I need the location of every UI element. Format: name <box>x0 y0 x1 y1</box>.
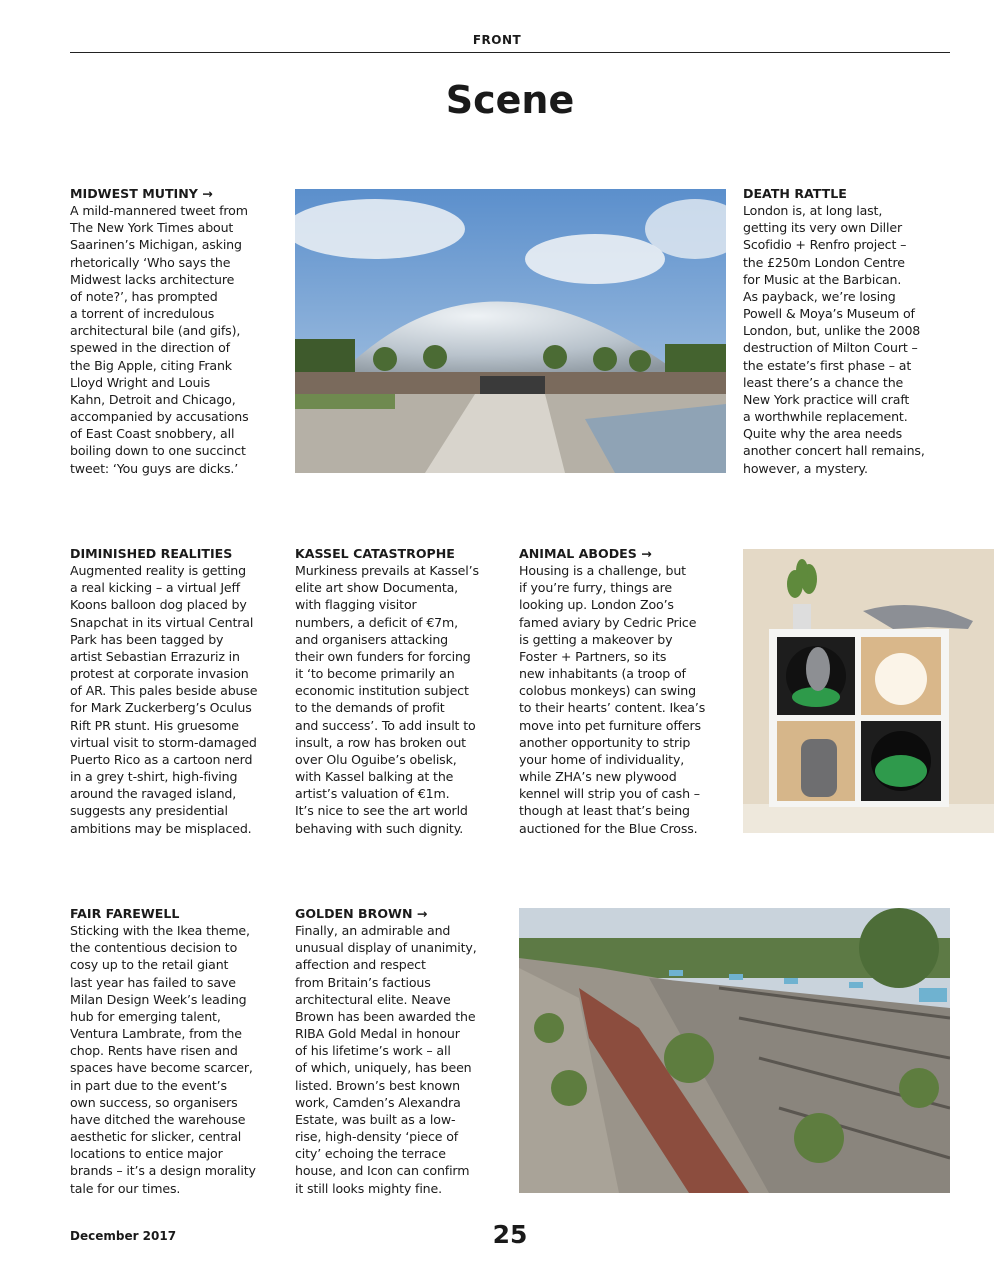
story-line: protest at corporate invasion <box>70 666 249 682</box>
story-line: have ditched the warehouse <box>70 1111 246 1127</box>
story-line: around the ravaged island, <box>70 786 237 802</box>
story-line: Sticking with the Ikea theme, <box>70 923 250 939</box>
story-line: cosy up to the retail giant <box>70 957 229 973</box>
story-line: Finally, an admirable and <box>295 923 451 939</box>
story-diminished <box>70 545 285 837</box>
story-line: Kahn, Detroit and Chicago, <box>70 391 236 407</box>
story-line: and organisers attacking <box>295 631 449 647</box>
story-heading: FAIR FAREWELL <box>70 906 180 921</box>
story-line: Rift PR stunt. His gruesome <box>70 717 239 733</box>
story-line: is getting a makeover by <box>519 631 673 647</box>
story-line: auctioned for the Blue Cross. <box>519 820 698 836</box>
story-line: getting its very own Diller <box>743 220 902 236</box>
story-line: to the demands of profit <box>295 700 445 716</box>
story-line: the £250m London Centre <box>743 254 905 270</box>
story-line: though at least that’s being <box>519 803 690 819</box>
story-line: insult, a row has broken out <box>295 734 466 750</box>
story-body <box>743 202 958 477</box>
story-line: Murkiness prevails at Kassel’s <box>295 563 479 579</box>
story-heading: ANIMAL ABODES → <box>519 546 652 561</box>
story-line: another concert hall remains, <box>743 443 925 459</box>
story-line: Snapchat in its virtual Central <box>70 614 254 630</box>
story-line: As payback, we’re losing <box>743 288 896 304</box>
story-body <box>295 922 510 1197</box>
story-midwest <box>70 185 285 477</box>
story-line: Housing is a challenge, but <box>519 563 686 579</box>
story-heading: GOLDEN BROWN → <box>295 906 428 921</box>
story-line: Lloyd Wright and Louis <box>70 374 211 390</box>
story-line: spewed in the direction of <box>70 340 230 356</box>
story-line: Saarinen’s Michigan, asking <box>70 237 242 253</box>
story-golden <box>295 905 510 1197</box>
story-heading: DIMINISHED REALITIES <box>70 546 233 561</box>
story-line: last year has failed to save <box>70 974 236 990</box>
story-line: Foster + Partners, so its <box>519 648 667 664</box>
story-line: with flagging visitor <box>295 597 417 613</box>
story-line: London is, at long last, <box>743 203 883 219</box>
story-heading: DEATH RATTLE <box>743 186 847 201</box>
story-line: artist Sebastian Errazuriz in <box>70 648 240 664</box>
story-body <box>519 562 734 837</box>
story-line: It’s nice to see the art world <box>295 803 468 819</box>
story-line: if you’re furry, things are <box>519 580 673 596</box>
story-line: kennel will strip you of cash – <box>519 786 700 802</box>
story-line: with Kassel balking at the <box>295 769 454 785</box>
story-line: of which, uniquely, has been <box>295 1060 472 1076</box>
story-line: The New York Times about <box>70 220 234 236</box>
story-line: suggests any presidential <box>70 803 228 819</box>
story-line: move into pet furniture offers <box>519 717 701 733</box>
story-line: unusual display of unanimity, <box>295 940 477 956</box>
story-line: for Music at the Barbican. <box>743 271 902 287</box>
story-line: of note?’, has prompted <box>70 288 218 304</box>
story-line: their own funders for forcing <box>295 648 471 664</box>
story-line: RIBA Gold Medal in honour <box>295 1026 460 1042</box>
story-line: of AR. This pales beside abuse <box>70 683 258 699</box>
pet-furniture-photo <box>743 549 994 833</box>
story-fair <box>70 905 285 1197</box>
story-line: famed aviary by Cedric Price <box>519 614 697 630</box>
story-line: aesthetic for slicker, central <box>70 1129 242 1145</box>
story-animal <box>519 545 734 837</box>
story-heading: MIDWEST MUTINY → <box>70 186 213 201</box>
story-line: ambitions may be misplaced. <box>70 820 252 836</box>
story-line: listed. Brown’s best known <box>295 1077 460 1093</box>
story-line: Estate, was built as a low- <box>295 1111 456 1127</box>
story-line: of East Coast snobbery, all <box>70 426 235 442</box>
story-line: from Britain’s factious <box>295 974 431 990</box>
story-body <box>295 562 510 837</box>
story-line: work, Camden’s Alexandra <box>295 1094 461 1110</box>
story-line: locations to entice major <box>70 1146 223 1162</box>
story-line: New York practice will craft <box>743 391 910 407</box>
story-line: behaving with such dignity. <box>295 820 464 836</box>
story-line: Midwest lacks architecture <box>70 271 235 287</box>
page-title: Scene <box>445 78 575 122</box>
story-body <box>70 562 285 837</box>
story-line: rhetorically ‘Who says the <box>70 254 231 270</box>
story-line: the contentious decision to <box>70 940 238 956</box>
story-line: a worthwhile replacement. <box>743 409 908 425</box>
page-number: 25 <box>492 1220 528 1249</box>
story-line: Augmented reality is getting <box>70 563 246 579</box>
story-line: however, a mystery. <box>743 460 868 476</box>
story-kassel <box>295 545 510 837</box>
story-line: Koons balloon dog placed by <box>70 597 247 613</box>
story-line: in a grey t-shirt, high-fiving <box>70 769 238 785</box>
story-line: a real kicking – a virtual Jeff <box>70 580 241 596</box>
header-rule <box>70 52 950 53</box>
story-line: rise, high-density ‘piece of <box>295 1129 459 1145</box>
story-line: looking up. London Zoo’s <box>519 597 674 613</box>
story-line: colobus monkeys) can swing <box>519 683 696 699</box>
story-line: another opportunity to strip <box>519 734 691 750</box>
section-label: FRONT <box>472 33 522 47</box>
story-line: Puerto Rico as a cartoon nerd <box>70 751 253 767</box>
issue-date: December 2017 <box>70 1229 177 1243</box>
story-line: brands – it’s a design morality <box>70 1163 256 1179</box>
story-line: architectural elite. Neave <box>295 991 451 1007</box>
story-line: A mild-mannered tweet from <box>70 203 248 219</box>
story-line: a torrent of incredulous <box>70 306 215 322</box>
story-line: for Mark Zuckerberg’s Oculus <box>70 700 252 716</box>
story-line: destruction of Milton Court – <box>743 340 918 356</box>
story-line: virtual visit to storm-damaged <box>70 734 257 750</box>
story-line: in part due to the event’s <box>70 1077 227 1093</box>
story-line: the Big Apple, citing Frank <box>70 357 232 373</box>
story-line: your home of individuality, <box>519 751 685 767</box>
story-line: house, and Icon can confirm <box>295 1163 470 1179</box>
story-line: affection and respect <box>295 957 426 973</box>
story-line: spaces have become scarcer, <box>70 1060 253 1076</box>
story-line: to their hearts’ content. Ikea’s <box>519 700 706 716</box>
story-line: the estate’s first phase – at <box>743 357 912 373</box>
story-line: Milan Design Week’s leading <box>70 991 247 1007</box>
story-line: new inhabitants (a troop of <box>519 666 686 682</box>
story-line: Scofidio + Renfro project – <box>743 237 907 253</box>
story-line: boiling down to one succinct <box>70 443 246 459</box>
story-line: Quite why the area needs <box>743 426 903 442</box>
story-line: and success’. To add insult to <box>295 717 476 733</box>
story-line: city’ echoing the terrace <box>295 1146 446 1162</box>
story-line: architectural bile (and gifs), <box>70 323 241 339</box>
story-line: Powell & Moya’s Museum of <box>743 306 915 322</box>
story-line: numbers, a deficit of €7m, <box>295 614 459 630</box>
story-line: Ventura Lambrate, from the <box>70 1026 242 1042</box>
story-line: elite art show Documenta, <box>295 580 459 596</box>
story-heading: KASSEL CATASTROPHE <box>295 546 455 561</box>
story-line: hub for emerging talent, <box>70 1008 221 1024</box>
story-death-rattle <box>743 185 958 477</box>
story-line: accompanied by accusations <box>70 409 249 425</box>
story-line: artist’s valuation of €1m. <box>295 786 450 802</box>
story-line: Park has been tagged by <box>70 631 224 647</box>
story-line: of his lifetime’s work – all <box>295 1043 451 1059</box>
story-line: London, but, unlike the 2008 <box>743 323 921 339</box>
story-line: tale for our times. <box>70 1180 181 1196</box>
story-line: Brown has been awarded the <box>295 1008 476 1024</box>
story-line: it still looks mighty fine. <box>295 1180 442 1196</box>
story-line: tweet: ‘You guys are dicks.’ <box>70 460 239 476</box>
story-body <box>70 202 285 477</box>
story-line: least there’s a chance the <box>743 374 904 390</box>
alexandra-estate-photo <box>519 908 950 1193</box>
story-line: it ‘to become primarily an <box>295 666 455 682</box>
story-body <box>70 922 285 1197</box>
story-line: own success, so organisers <box>70 1094 238 1110</box>
story-line: over Olu Oguibe’s obelisk, <box>295 751 457 767</box>
story-line: while ZHA’s new plywood <box>519 769 677 785</box>
story-line: chop. Rents have risen and <box>70 1043 238 1059</box>
dome-photo <box>295 189 726 473</box>
story-line: economic institution subject <box>295 683 469 699</box>
